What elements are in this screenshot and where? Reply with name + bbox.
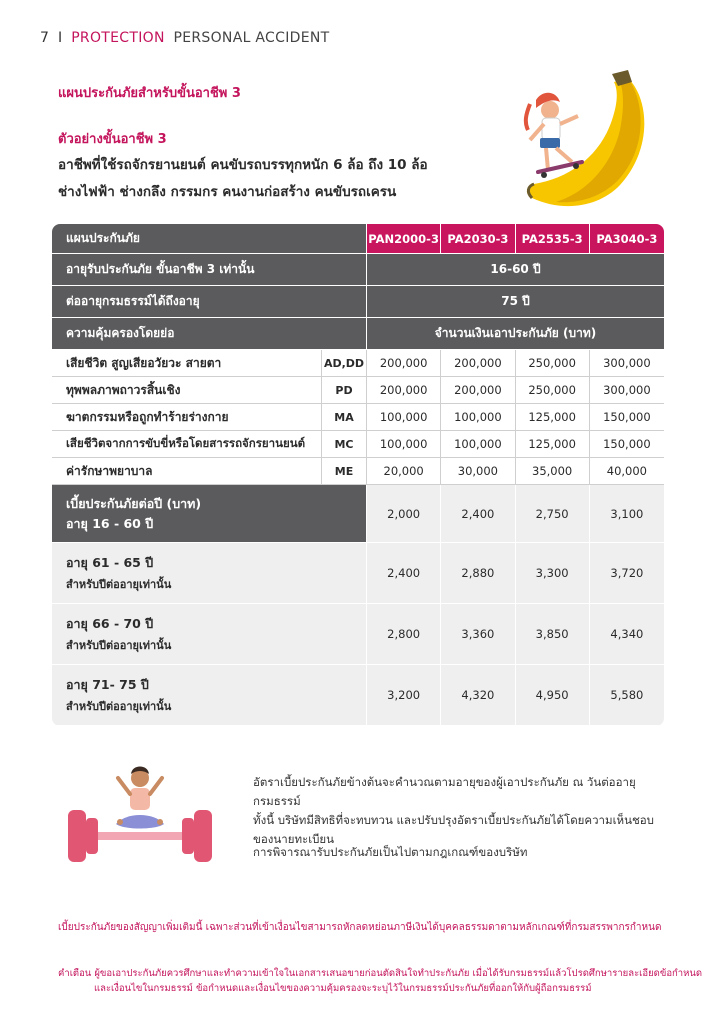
premium-value: 3,850: [516, 604, 590, 665]
warning-note: [58, 966, 702, 996]
benefit-code: MA: [322, 404, 367, 431]
example-title: ตัวอย่างขั้นอาชีพ 3: [58, 132, 167, 147]
insurance-plan-table: [52, 224, 664, 726]
benefit-value: 250,000: [516, 350, 590, 377]
table-header-row: [52, 224, 664, 254]
premium-label-line1: อายุ 71- 75 ปี: [66, 677, 149, 692]
banana-skater-illustration: [500, 60, 660, 220]
benefit-value: 100,000: [367, 404, 441, 431]
premium-label: [52, 543, 367, 604]
premium-note: [253, 773, 683, 849]
renew-value: 75 ปี: [367, 286, 664, 318]
example-line-2: ช่างไฟฟ้า ช่างกลึง กรรมกร คนงานก่อสร้าง คนขับรถเครน: [58, 184, 397, 200]
premium-value: 5,580: [590, 665, 664, 726]
premium-row: [52, 543, 664, 604]
benefit-value: 200,000: [367, 377, 441, 404]
warning-line2: และเงื่อนไขในกรมธรรม์ ข้อกำหนดและเงื่อนไขของความคุ้มครองจะระบุไว้ในกรมธรรม์ประกันภัยที่ออกให้กับผู้ถือกรมธรรม์: [94, 983, 592, 994]
benefit-value: 300,000: [590, 377, 664, 404]
benefit-value: 40,000: [590, 458, 664, 485]
benefit-value: 20,000: [367, 458, 441, 485]
premium-value: 2,000: [367, 485, 441, 543]
premium-row: [52, 665, 664, 726]
premium-note-line1: อัตราเบี้ยประกันภัยข้างต้นจะคำนวณตามอายุของผู้เอาประกันภัย ณ วันต่ออายุกรมธรรม์: [253, 775, 636, 808]
premium-label-line2: อายุ 16 - 60 ปี: [66, 515, 154, 531]
benefit-value: 300,000: [590, 350, 664, 377]
premium-label: [52, 604, 367, 665]
benefit-value: 125,000: [516, 404, 590, 431]
plan-name: PAN2000-3: [367, 224, 441, 254]
premium-label-line1: อายุ 66 - 70 ปี: [66, 616, 154, 631]
benefit-row: [52, 458, 664, 485]
premium-value: 2,750: [516, 485, 590, 543]
underwriting-note: การพิจารณารับประกันภัยเป็นไปตามกฎเกณฑ์ของบริษัท: [253, 845, 528, 859]
benefit-value: 200,000: [441, 350, 515, 377]
premium-row: [52, 604, 664, 665]
age-value: 16-60 ปี: [367, 254, 664, 286]
plan-name: PA2535-3: [516, 224, 590, 254]
premium-value: 4,340: [590, 604, 664, 665]
subsection-title: PERSONAL ACCIDENT: [173, 30, 330, 46]
benefit-code: MC: [322, 431, 367, 458]
benefit-row: [52, 350, 664, 377]
benefit-row: [52, 377, 664, 404]
benefit-value: 35,000: [516, 458, 590, 485]
premium-note-line2: ทั้งนี้ บริษัทมีสิทธิที่จะทบทวน และปรับปรุงอัตราเบี้ยประกันภัยได้โดยความเห็นชอบ: [253, 813, 654, 827]
benefit-value: 100,000: [441, 431, 515, 458]
benefit-value: 125,000: [516, 431, 590, 458]
tax-note: เบี้ยประกันภัยของสัญญาเพิ่มเติมนี้ เฉพาะส่วนที่เข้าเงื่อนไขสามารถหักลดหย่อนภาษีเงินได้บุคคลธรรมดาตามหลักเกณฑ์ที่กรมสรรพากรกำหนด: [58, 922, 662, 933]
benefit-code: PD: [322, 377, 367, 404]
coverage-row: [52, 318, 664, 350]
benefit-label: เสียชีวิตจากการขับขี่หรือโดยสารรถจักรยานยนต์: [52, 431, 322, 458]
premium-note-line3: ของนายทะเบียน: [253, 832, 335, 846]
premium-label-line2: สำหรับปีต่ออายุเท่านั้น: [66, 639, 172, 652]
benefit-row: [52, 404, 664, 431]
benefit-value: 200,000: [441, 377, 515, 404]
premium-label: [52, 665, 367, 726]
premium-value: 3,360: [441, 604, 515, 665]
premium-value: 2,400: [441, 485, 515, 543]
benefit-value: 150,000: [590, 431, 664, 458]
age-label: อายุรับประกันภัย ขั้นอาชีพ 3 เท่านั้น: [52, 254, 367, 286]
premium-label-line2: สำหรับปีต่ออายุเท่านั้น: [66, 700, 172, 713]
page-header: [40, 30, 329, 46]
premium-value: 2,400: [367, 543, 441, 604]
benefit-value: 100,000: [441, 404, 515, 431]
renew-label: ต่ออายุกรมธรรม์ได้ถึงอายุ: [52, 286, 367, 318]
yoga-dumbbell-illustration: [60, 760, 220, 870]
plan-title: แผนประกันภัยสำหรับขั้นอาชีพ 3: [58, 86, 241, 101]
premium-value: 3,300: [516, 543, 590, 604]
section-title: PROTECTION: [71, 30, 165, 46]
benefit-value: 250,000: [516, 377, 590, 404]
benefit-value: 100,000: [367, 431, 441, 458]
benefit-label: ทุพพลภาพถาวรสิ้นเชิง: [52, 377, 322, 404]
benefit-value: 30,000: [441, 458, 515, 485]
age-row: [52, 254, 664, 286]
premium-value: 4,950: [516, 665, 590, 726]
premium-value: 2,880: [441, 543, 515, 604]
benefit-value: 200,000: [367, 350, 441, 377]
benefit-code: ME: [322, 458, 367, 485]
premium-label-line2: สำหรับปีต่ออายุเท่านั้น: [66, 578, 172, 591]
example-line-1: อาชีพที่ใช้รถจักรยานยนต์ คนขับรถบรรทุกหนัก 6 ล้อ ถึง 10 ล้อ: [58, 157, 428, 173]
warning-line1: คำเตือน ผู้ขอเอาประกันภัยควรศึกษาและทำความเข้าใจในเอกสารเสนอขายก่อนตัดสินใจทำประกันภัย เมื่อได้รับกรมธรรม์แล้วโปรดศึกษารายละเอียดข้อกำหนด: [58, 968, 703, 979]
page-number: 7: [40, 30, 50, 46]
premium-value: 3,100: [590, 485, 664, 543]
benefit-value: 150,000: [590, 404, 664, 431]
benefit-label: ฆาตกรรมหรือถูกทำร้ายร่างกาย: [52, 404, 322, 431]
premium-row: [52, 485, 664, 543]
header-separator: I: [57, 30, 63, 46]
benefit-label: เสียชีวิต สูญเสียอวัยวะ สายตา: [52, 350, 322, 377]
premium-value: 3,720: [590, 543, 664, 604]
premium-value: 4,320: [441, 665, 515, 726]
coverage-label: ความคุ้มครองโดยย่อ: [52, 318, 367, 350]
benefit-label: ค่ารักษาพยาบาล: [52, 458, 322, 485]
benefit-row: [52, 431, 664, 458]
plan-name: PA2030-3: [441, 224, 515, 254]
premium-label: [52, 485, 367, 543]
plan-name: PA3040-3: [590, 224, 664, 254]
premium-value: 3,200: [367, 665, 441, 726]
benefit-code: AD,DD: [322, 350, 367, 377]
coverage-value: จำนวนเงินเอาประกันภัย (บาท): [367, 318, 664, 350]
premium-label-line1: อายุ 61 - 65 ปี: [66, 555, 154, 570]
renew-row: [52, 286, 664, 318]
premium-value: 2,800: [367, 604, 441, 665]
plan-header-label: แผนประกันภัย: [52, 224, 367, 254]
premium-label-line1: เบี้ยประกันภัยต่อปี (บาท): [66, 495, 202, 511]
